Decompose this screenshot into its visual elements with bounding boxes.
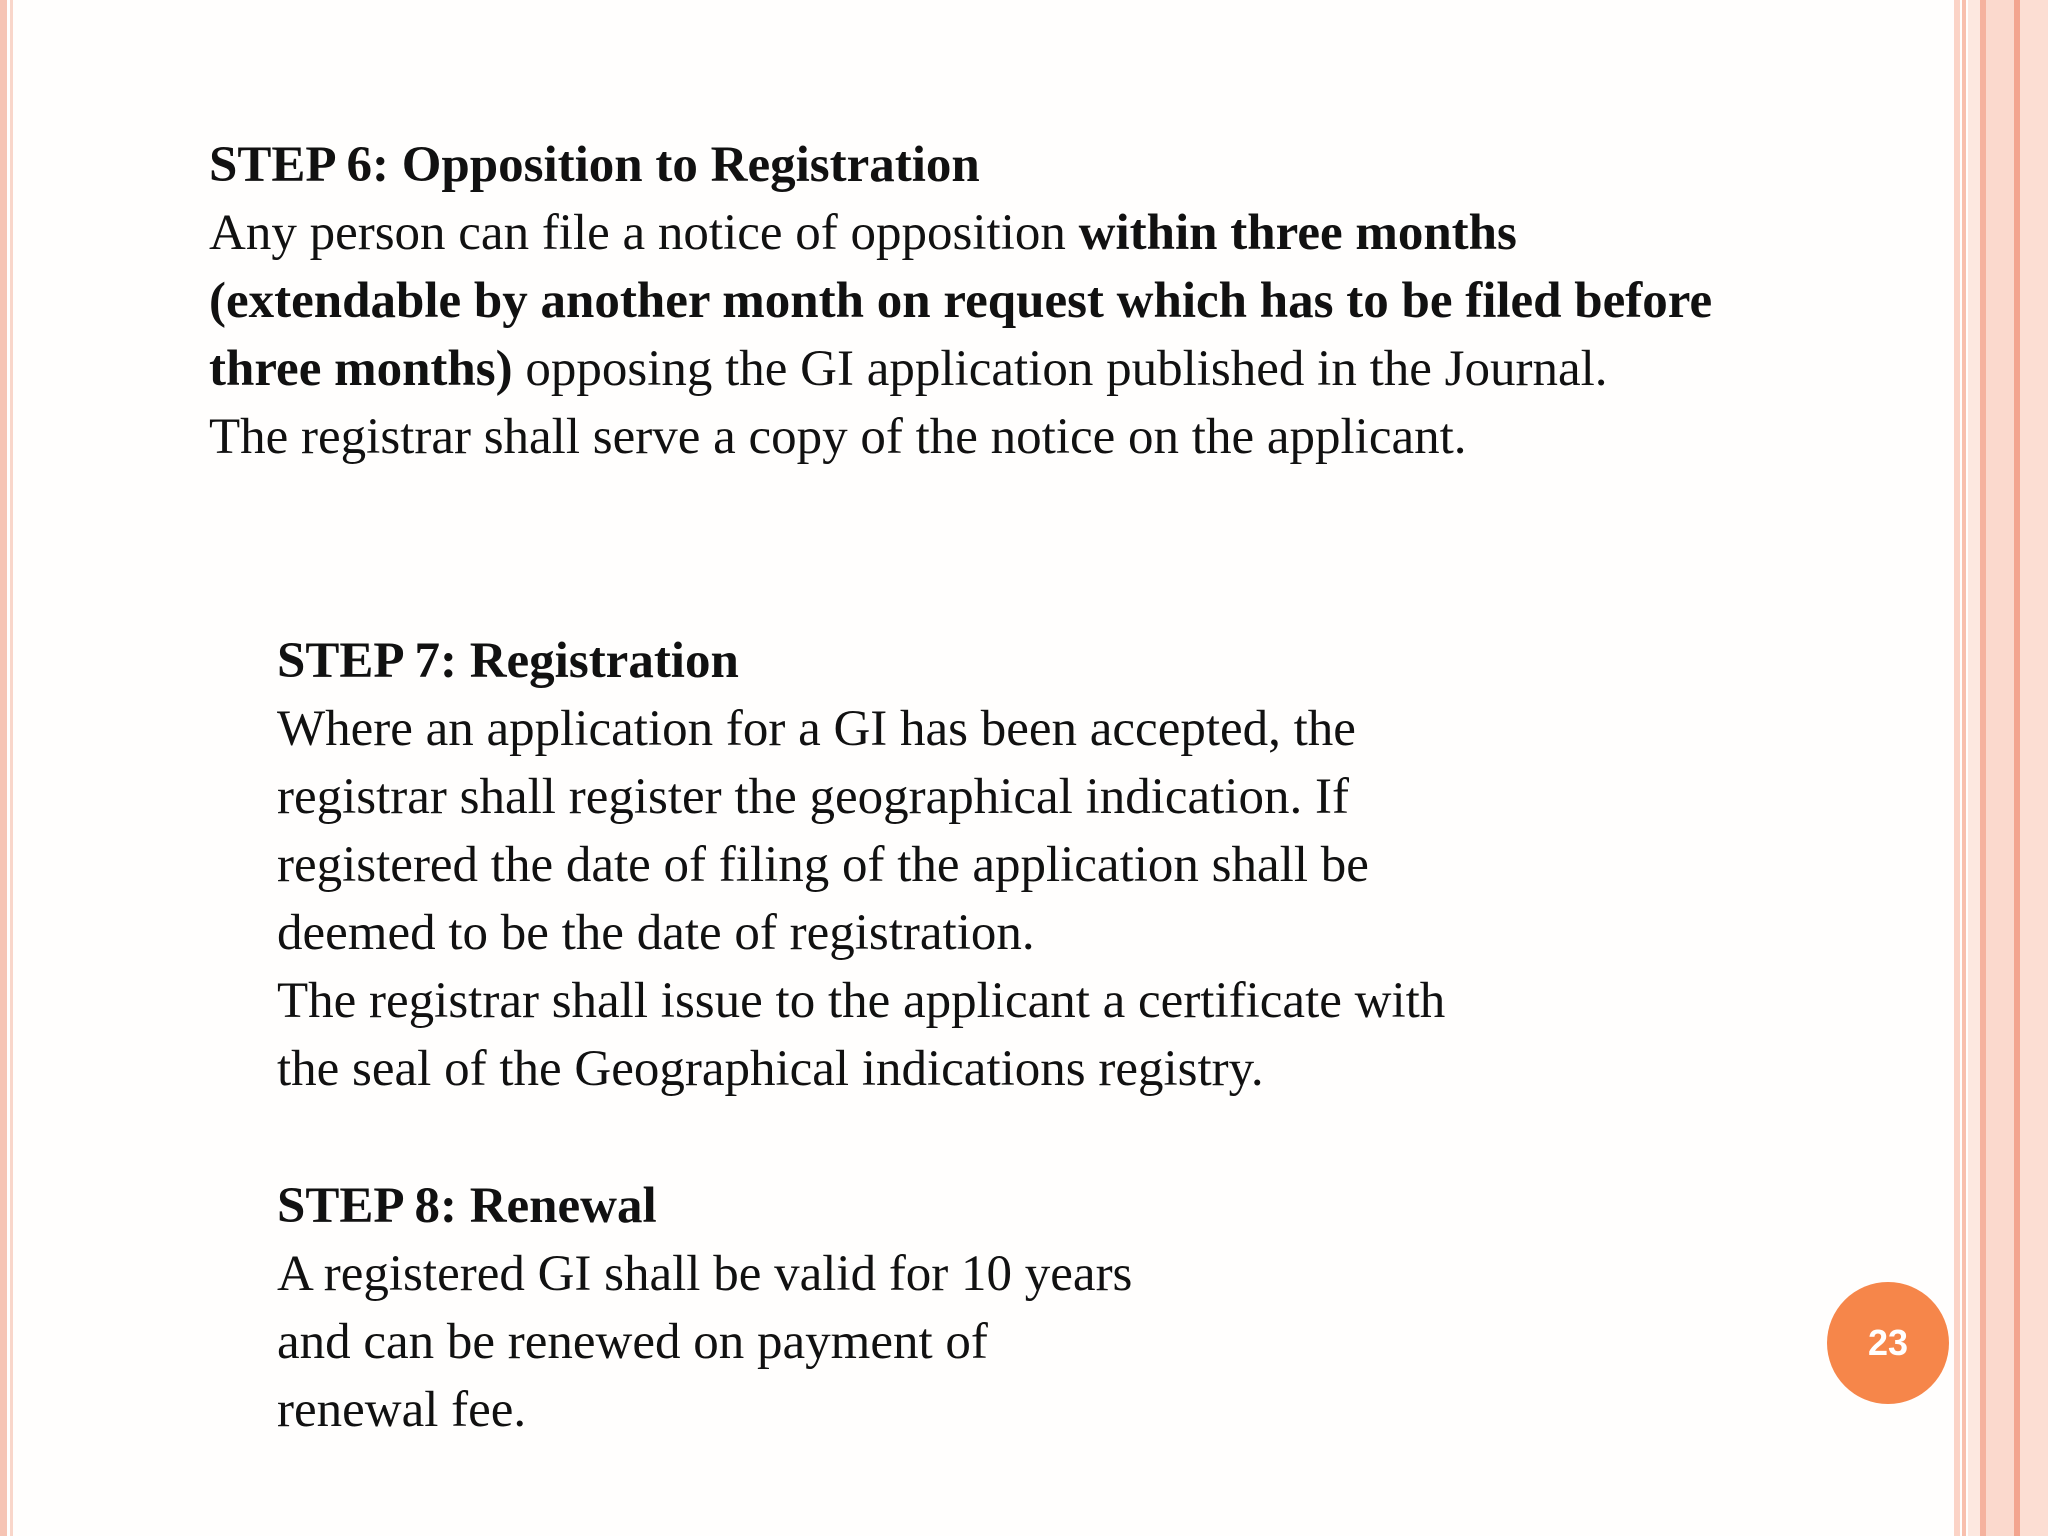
step8-line: renewal fee. (277, 1382, 527, 1438)
right-border-stripe (1962, 0, 1966, 1536)
left-border-decoration (0, 0, 7, 1536)
right-border-stripe (1986, 0, 2014, 1536)
step7-line: deemed to be the date of registration. (277, 905, 1035, 961)
step7-line: registrar shall register the geographical indication. If (277, 769, 1349, 825)
step8-section (277, 1172, 1677, 1444)
step6-text-intro: Any person can file a notice of opposition (209, 205, 1079, 261)
step6-paragraph-2: The registrar shall serve a copy of the notice on the applicant. (209, 409, 1467, 465)
step7-line: the seal of the Geographical indications registry. (277, 1041, 1264, 1097)
step7-heading: STEP 7: Registration (277, 633, 739, 689)
page-number: 23 (1867, 1322, 1909, 1363)
right-border-stripe (2020, 0, 2048, 1536)
step6-paragraph-1 (209, 199, 1769, 403)
step8-line: and can be renewed on payment of (277, 1314, 988, 1370)
step6-text-outro: opposing the GI application published in the Journal. (512, 341, 1608, 397)
step8-line: A registered GI shall be valid for 10 years (277, 1246, 1133, 1302)
step7-line: Where an application for a GI has been accepted, the (277, 701, 1356, 757)
step6-text-bold: within three months (extendable by another month on request which has to be filed before three months) (209, 205, 1713, 397)
step7-section (277, 627, 1677, 1103)
right-border-stripe (1968, 0, 1980, 1536)
right-border-stripe (1954, 0, 1960, 1536)
step7-line: The registrar shall issue to the applicant a certificate with (277, 973, 1446, 1029)
page-number-badge (1827, 1282, 1949, 1404)
step6-heading: STEP 6: Opposition to Registration (209, 137, 980, 193)
step7-line: registered the date of filing of the application shall be (277, 837, 1369, 893)
step8-heading: STEP 8: Renewal (277, 1178, 657, 1234)
left-border-decoration-inner (10, 0, 13, 1536)
step6-section (209, 131, 1769, 471)
